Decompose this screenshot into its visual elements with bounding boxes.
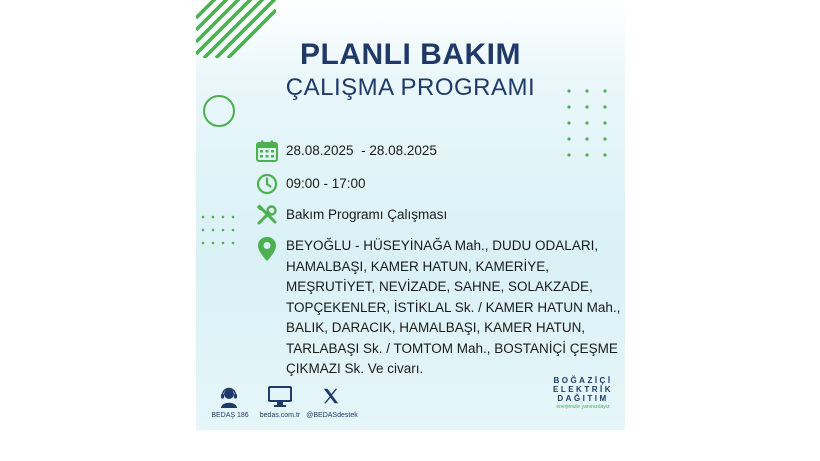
location-text (286, 236, 620, 380)
bedas-logo (548, 376, 618, 410)
page-subtitle: ÇALIŞMA PROGRAMI (285, 74, 536, 101)
date-range-text: 28.08.2025 - 28.08.2025 (286, 143, 437, 158)
time-range-text: 09:00 - 17:00 (286, 176, 366, 191)
location-row (256, 236, 620, 380)
location-line: BEYOĞLU - HÜSEYİNAĞA Mah., DUDU ODALARI, (286, 238, 599, 253)
calendar-icon (256, 140, 278, 162)
time-row (256, 173, 366, 195)
phone-label: BEDAŞ 186 (211, 412, 249, 419)
social-label[interactable]: @BEDASdestek (306, 412, 358, 419)
date-row (256, 140, 437, 162)
clock-icon (256, 173, 278, 195)
x-logo-icon (322, 387, 340, 405)
tools-icon (256, 204, 278, 226)
logo-line-1: BOĞAZİÇİ (553, 376, 613, 385)
location-pin-icon (256, 236, 278, 262)
logo-tagline: enerjimizle yanınızdayız (556, 404, 610, 410)
location-line: MEŞRUTİYET, NEVİZADE, SAHNE, SOLAKZADE, (286, 279, 593, 294)
location-line: TOPÇEKENLER, İSTİKLAL Sk. / KAMER HATUN Mah., (286, 299, 621, 315)
maintenance-card (196, 0, 625, 430)
location-line: HAMALBAŞI, KAMER HATUN, KAMERİYE, (286, 258, 550, 274)
work-type-row (256, 204, 447, 226)
web-label[interactable]: bedas.com.tr (259, 412, 301, 419)
logo-line-3: DAĞITIM (557, 394, 609, 403)
page-title: PLANLI BAKIM (300, 38, 521, 71)
location-line: TARLABAŞI Sk. / TOMTOM Mah., BOSTANİÇİ ÇEŞME (286, 340, 618, 356)
headset-icon (218, 386, 240, 408)
decorative-dot-grid-left (200, 214, 236, 248)
location-line: ÇIKMAZI Sk. Ve civarı. (286, 361, 424, 376)
logo-line-2: ELEKTRİK (553, 385, 613, 394)
monitor-icon (268, 386, 292, 408)
work-type-text: Bakım Programı Çalışması (286, 207, 448, 222)
location-line: BALIK, DARACIK, HAMALBAŞI, KAMER HATUN, (286, 320, 586, 335)
